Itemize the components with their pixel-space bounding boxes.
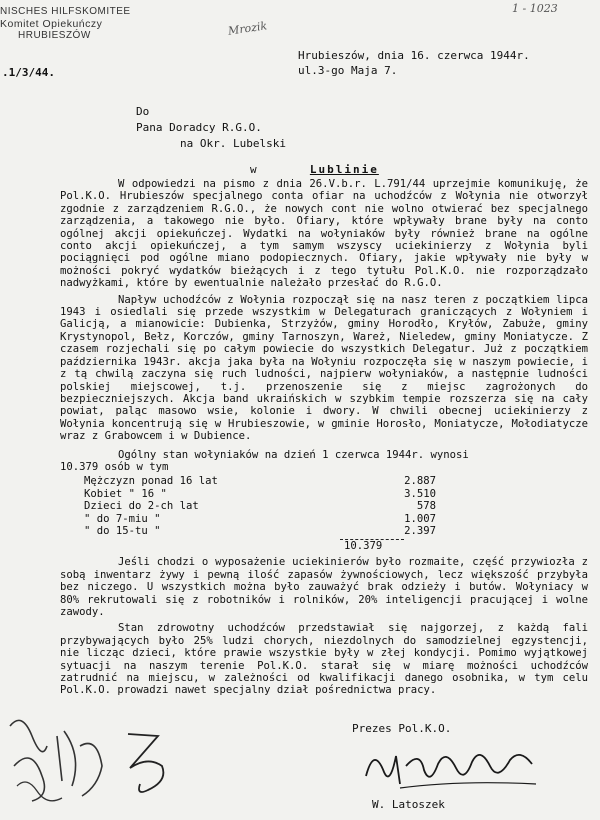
recipient-city: Lublinie <box>309 163 379 176</box>
row-label: Dzieci do 2-ch lat <box>84 500 199 513</box>
signature-name: W. Latoszek <box>372 798 445 811</box>
organization-stamp <box>0 6 160 42</box>
table-row <box>84 475 436 487</box>
paragraph-1: W odpowiedzi na pismo z dnia 26.V.b.r. L.791/44 uprzejmie komunikuję, że Pol.K.O. Hrubieszów specjalnego conta ofiar na uchodźców z Wołynia nie otworzył zgodnie z zarządzeniem R.G.O., że nowych cont nie wolno otwierać bez specjalnego zarządzenia, a takowego nie było. Ofiary, które wpływały brane były na conto ogólnej akcji opiekuńczej. Wydatki na wołyniaków były również brane na ogólne conto akcji opiekuńczej, a tym samym wszyscy uciekinierzy z Wołynia byli pociągnięci pod ogólne miano podopiecznych. Ofiary, jakie wpływały nie były w możności pokryć wydatków bieżących i z tego tytułu Pol.K.O. nie rozporządzało nadwyżkami, które by ewentualnie należało przesłać do R.G.O. <box>60 178 588 290</box>
handwritten-signature <box>360 736 540 798</box>
table-row <box>84 488 436 500</box>
row-value: 1.007 <box>404 512 436 525</box>
stamp-line-2: Komitet Opiekuńczy <box>0 18 103 30</box>
table-row <box>84 525 436 537</box>
totals-sum: 10.379 <box>344 540 383 553</box>
row-label: " do 15-tu " <box>84 524 161 537</box>
recipient-block <box>136 104 379 178</box>
row-label: Mężczyzn ponad 16 lat <box>84 475 218 488</box>
row-label: " do 7-miu " <box>84 512 161 525</box>
handwritten-scribble-left <box>2 706 112 816</box>
row-value: 3.510 <box>404 487 436 500</box>
row-value: 578 <box>416 500 436 513</box>
recipient-w: w <box>250 163 257 176</box>
totals-table <box>84 475 436 537</box>
row-value: 2.397 <box>404 524 436 537</box>
table-row <box>84 513 436 525</box>
reference-number: .1/3/44. <box>2 66 55 79</box>
totals-intro <box>60 449 588 474</box>
totals-intro-line-2: 10.379 osób w tym <box>60 460 169 473</box>
recipient-city-line <box>136 162 379 178</box>
place-date-block <box>298 48 530 78</box>
recipient-do: Do <box>136 105 150 118</box>
letter-body <box>60 178 588 701</box>
stamp-line-3: HRUBIESZÓW <box>18 30 91 41</box>
street-address: ul.3-go Maja 7. <box>298 64 398 77</box>
paragraph-2: Napływ uchodźców z Wołynia rozpoczął się na nasz teren z początkiem lipca 1943 i osiedlali się przede wszystkim w Delegaturach graniczących z Wołyniem i Galicją, a mianowicie: Dubienka, Strzyżów, gminy Horodło, Kryłów, Zabuże, gminy Krystynopol, Bełz, Korczów, gminy Tarnoszyn, Wareż, Nieledew, gminy Moniatycze. Z czasem rozjechali się po całym powiecie do wszystkich Delegatur. Już z początkiem października 1943r. akcja jaka była na Wołyniu rozpoczęła się w naszym powiecie, i z tą chwilą zaczyna się ruch ludności, najpierw wołyniaków, a następnie ludności polskiej miejscowej, t.j. przenoszenie się z miejsc zagrożonych do bezpieczniejszych. Akcja band ukraińskich w szybkim tempie rozszerza się na cały powiat, paląc masowo wsie, kolonie i dwory. W chwili obecnej uciekinierzy z Wołynia koncentrują się w Hrubieszowie, w gminie Horosło, Moniatycze, Mołodiatycze wraz z Grabowcem i w Dubience. <box>60 293 588 443</box>
pencil-note-2: 1 - 1023 <box>512 2 558 15</box>
row-value: 2.887 <box>404 475 436 488</box>
pencil-note-1: Mrozik <box>227 19 268 38</box>
paragraph-3: Jeśli chodzi o wyposażenie uciekinierów było rozmaite, część przywiozła z sobą inwentarz żywy i pewną ilość zapasów żywnościowych, lecz większość przybyła bez niczego. U wszystkich można było zauważyć brak odzieży i butów. Wołyniacy w 80% rekrutowali się z robotników i rolników, 20% inteligencji pracującej i wolne zawody. <box>60 556 588 618</box>
recipient-line-1: Pana Doradcy R.G.O. <box>136 121 262 134</box>
recipient-line-2: na Okr. Lubelski <box>180 137 286 150</box>
stamp-line-1: NISCHES HILFSKOMITEE <box>0 6 131 17</box>
totals-intro-line-1: Ogólny stan wołyniaków na dzień 1 czerwca 1944r. wynosi <box>118 448 469 461</box>
signature-title: Prezes Pol.K.O. <box>352 722 452 735</box>
table-row <box>84 500 436 512</box>
row-label: Kobiet " 16 " <box>84 487 167 500</box>
place-date: Hrubieszów, dnia 16. czerwca 1944r. <box>298 49 530 62</box>
paragraph-4: Stan zdrowotny uchodźców przedstawiał się najgorzej, z każdą fali przybywających było 25% ludzi chorych, niezdolnych do samodzielnej egzystencji, nie licząc dzieci, które prawie wszystkie były w złej kondycji. Pomimo wyjątkowej sytuacji na naszym terenie Pol.K.O. starał się w miarę możności uchodźców zatrudnić na miejscu, w zależności od kwalifikacji danego osobnika, w tym celu Pol.K.O. prowadzi nawet specjalny dział pośrednictwa pracy. <box>60 622 588 697</box>
handwritten-initials <box>118 726 188 806</box>
